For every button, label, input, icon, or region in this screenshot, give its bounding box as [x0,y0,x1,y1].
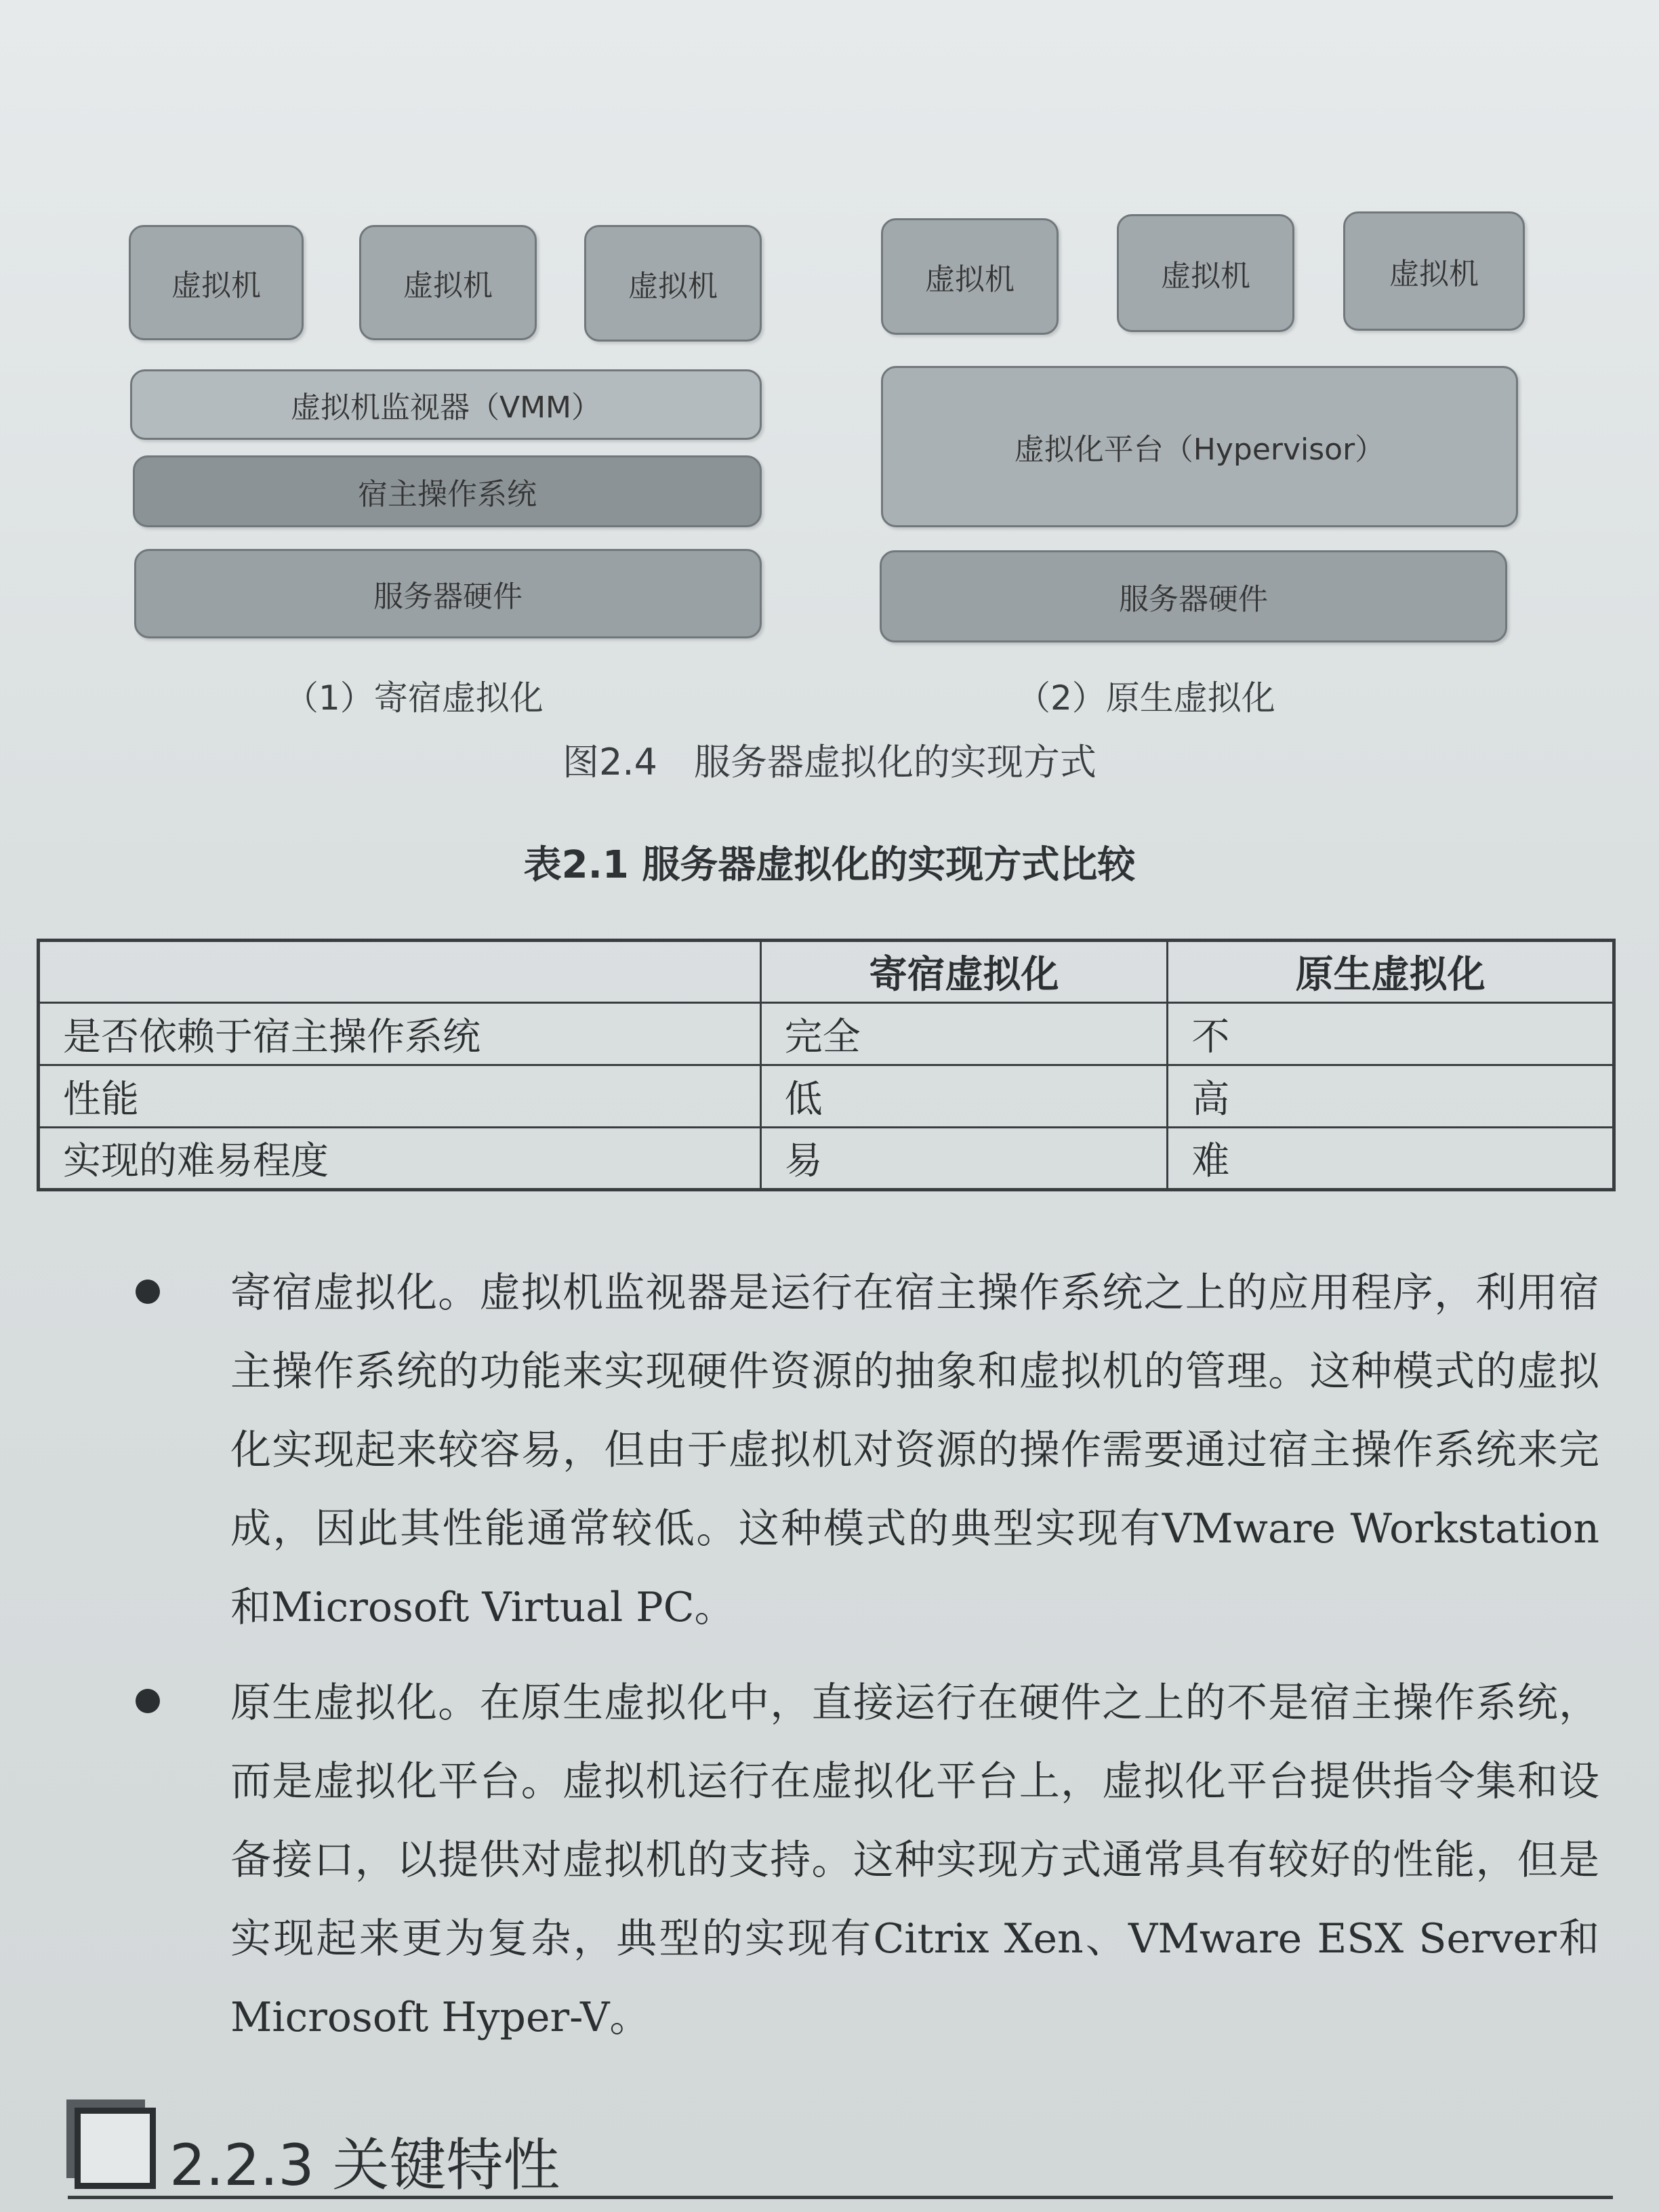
table-header-cell [39,941,761,1003]
table-cell: 不 [1168,1003,1614,1065]
table-cell: 高 [1168,1065,1614,1128]
comparison-table [37,939,1616,1191]
table-header-row [39,941,1614,1003]
table-cell: 难 [1168,1128,1614,1190]
table-cell: 是否依赖于宿主操作系统 [39,1003,761,1065]
hosted-host-os-layer: 宿主操作系统 [133,455,762,527]
bullet-dot-icon [136,1279,160,1304]
section-square-icon [75,2108,156,2189]
figure-title: 图2.4 服务器虚拟化的实现方式 [562,741,1097,783]
hosted-hardware-layer: 服务器硬件 [134,549,762,638]
table-row [39,1003,1614,1065]
table-cell: 完全 [760,1003,1168,1065]
native-hypervisor-layer: 虚拟化平台（Hypervisor） [881,366,1518,527]
table-cell: 低 [760,1065,1168,1128]
native-vm-box-1: 虚拟机 [881,218,1059,335]
native-hardware-layer: 服务器硬件 [880,550,1507,642]
native-caption: （2）原生虚拟化 [1017,678,1275,718]
bullet-dot-icon [136,1689,160,1713]
table-header-cell: 寄宿虚拟化 [760,941,1168,1003]
table-row [39,1128,1614,1190]
hosted-vm-box-1: 虚拟机 [129,225,304,340]
native-vm-box-2: 虚拟机 [1117,214,1294,332]
bullet-paragraph-native: 原生虚拟化。在原生虚拟化中，直接运行在硬件之上的不是宿主操作系统，而是虚拟化平台。虚拟机运行在虚拟化平台上，虚拟化平台提供指令集和设备接口，以提供对虚拟机的支持。这种实现方式通常具有较好的性能，但是实现起来更为复杂，典型的实现有Citrix Xen、VMware ESX Server和Microsoft Hyper-V。 [230,1679,1599,2041]
table-header-cell: 原生虚拟化 [1168,941,1614,1003]
table-title: 表2.1 服务器虚拟化的实现方式比较 [523,843,1136,887]
hosted-vm-box-2: 虚拟机 [359,225,537,340]
table-cell: 易 [760,1128,1168,1190]
section-heading-text: 2.2.3 关键特性 [169,2132,560,2198]
bullet-paragraph-hosted: 寄宿虚拟化。虚拟机监视器是运行在宿主操作系统之上的应用程序，利用宿主操作系统的功能来实现硬件资源的抽象和虚拟机的管理。这种模式的虚拟化实现起来较容易，但由于虚拟机对资源的操作需要通过宿主操作系统来完成，因此其性能通常较低。这种模式的典型实现有VMware Workstation和Microsoft Virtual PC。 [230,1269,1599,1631]
hosted-caption: （1）寄宿虚拟化 [285,678,544,718]
table-cell: 性能 [39,1065,761,1128]
native-vm-box-3: 虚拟机 [1343,211,1525,331]
section-heading [68,2094,1613,2199]
table-cell: 实现的难易程度 [39,1128,761,1190]
hosted-vm-box-3: 虚拟机 [584,225,762,342]
hosted-vmm-layer: 虚拟机监视器（VMM） [130,369,762,440]
table-row [39,1065,1614,1128]
